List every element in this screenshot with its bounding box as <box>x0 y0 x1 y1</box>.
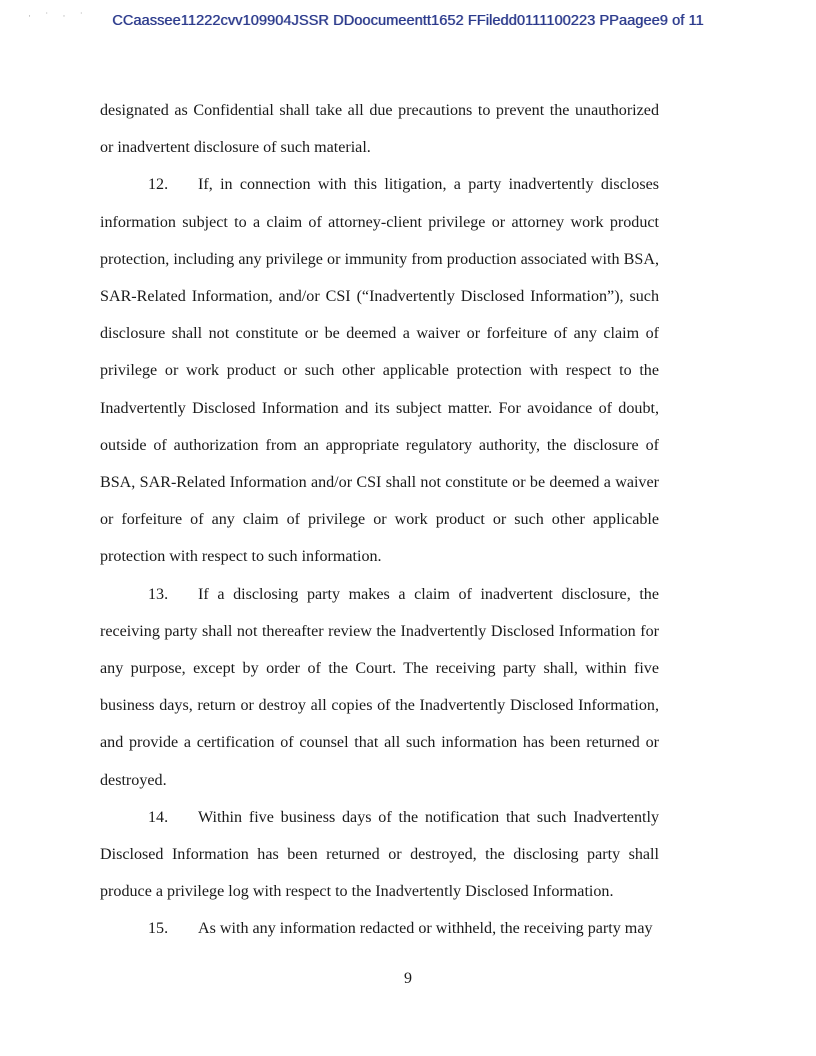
document-body <box>100 92 659 948</box>
page-number: 9 <box>404 970 412 987</box>
paragraph-number: 14. <box>148 808 169 826</box>
paragraph-13 <box>100 576 659 799</box>
paragraph-text: Within five business days of the notification that such Inadvertently Disclosed Information has been returned or destroyed, the disclosing party shall produce a privilege log with respect to the Inadvertently Disclosed Information. <box>100 808 659 901</box>
paragraph-text: If a disclosing party makes a claim of inadvertent disclosure, the receiving party shall not thereafter review the Inadvertently Disclosed Information for any purpose, except by order of the Court. The receiving party shall, within five business days, return or destroy all copies of the Inadvertently Disclosed Information, and provide a certification of counsel that all such information has been returned or destroyed. <box>100 585 659 789</box>
paragraph-text: As with any information redacted or withheld, the receiving party may <box>198 920 653 938</box>
court-filing-stamp: CCaassee11222cvv109904JSSR DDoocumeentt1652 FFiledd0111100223 PPaagee9 of 11 <box>112 13 704 29</box>
paragraph-text: If, in connection with this litigation, a party inadvertently discloses information subject to a claim of attorney-client privilege or attorney work product protection, including any privilege or immunity from production associated with BSA, SAR-Related Information, and/or CSI (“Inadvertently Disclosed Information”), such disclosure shall not constitute or be deemed a waiver or forfeiture of any claim of privilege or work product or such other applicable protection with respect to the Inadvertently Disclosed Information and its subject matter. For avoidance of doubt, outside of authorization from an appropriate regulatory authority, the disclosure of BSA, SAR-Related Information and/or CSI shall not constitute or be deemed a waiver or forfeiture of any claim of privilege or work product or such other applicable protection with respect to such information. <box>100 176 659 566</box>
paragraph-14 <box>100 799 659 911</box>
paragraph-number: 15. <box>148 920 169 938</box>
paragraph-15 <box>100 910 659 947</box>
paragraph-continuation: designated as Confidential shall take all due precautions to prevent the unauthorized or inadvertent disclosure of such material. <box>100 102 659 157</box>
scan-specks: · ˙ · ˙ <box>28 11 89 21</box>
paragraph-12 <box>100 166 659 575</box>
paragraph-number: 13. <box>148 585 169 603</box>
paragraph-number: 12. <box>148 176 169 194</box>
